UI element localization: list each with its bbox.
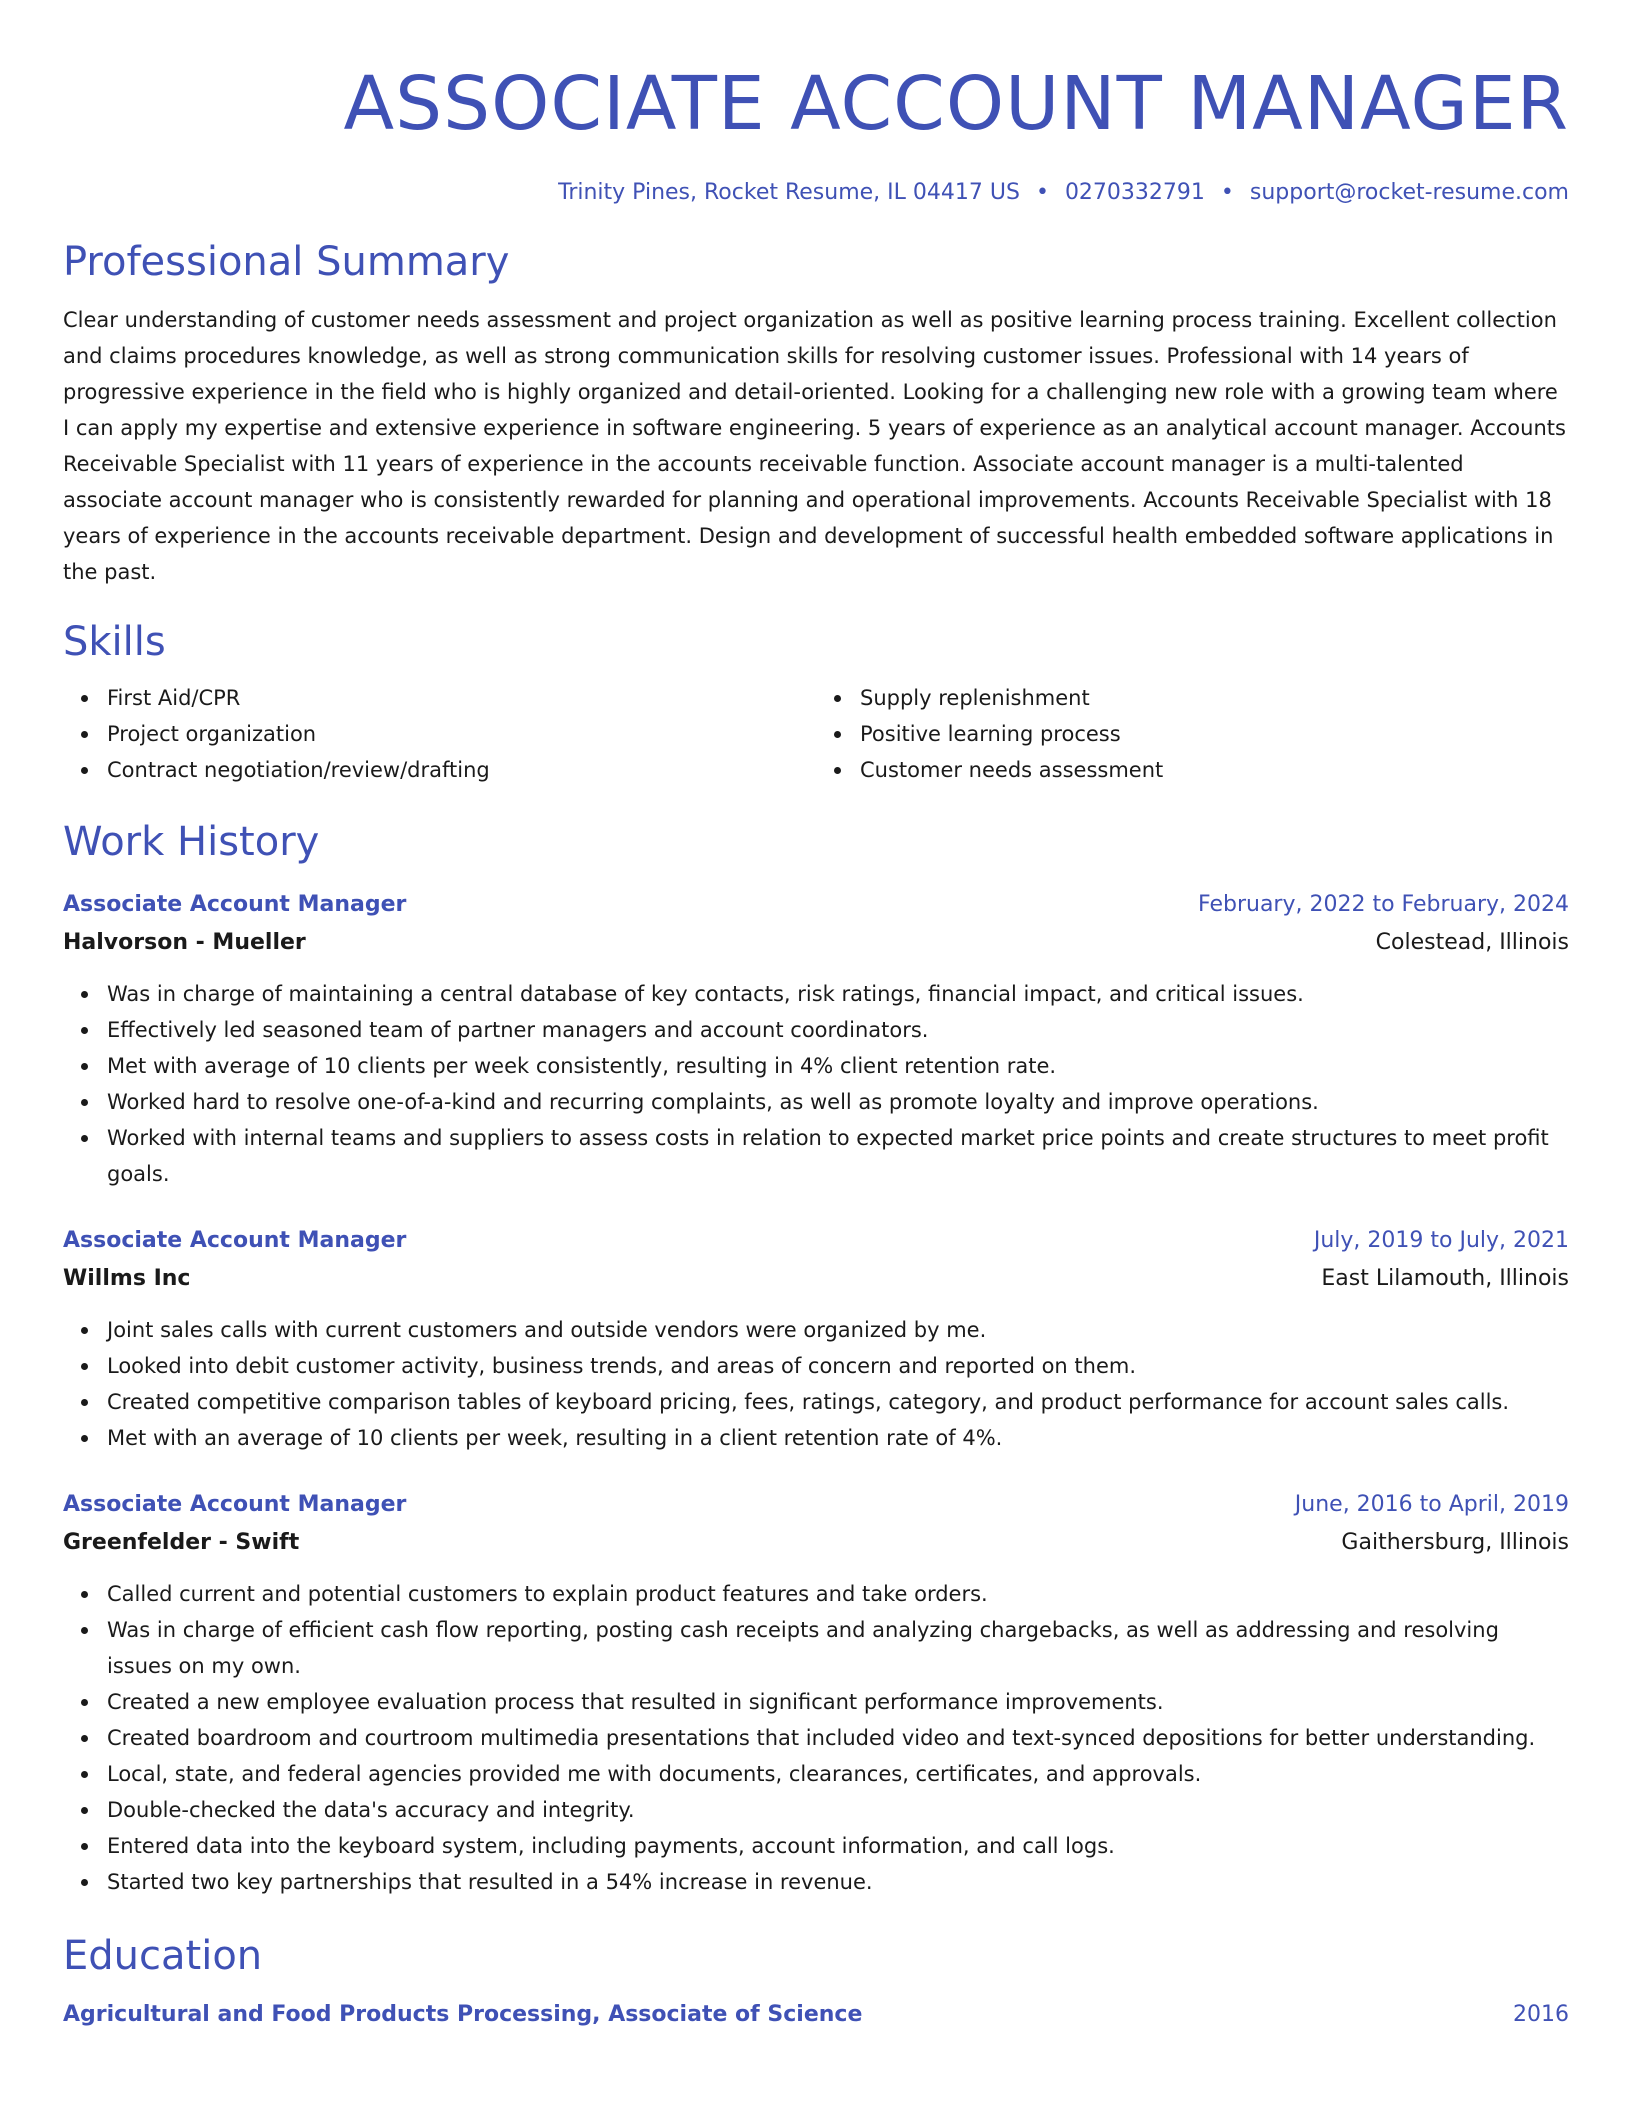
job-company: Willms Inc — [63, 1266, 191, 1291]
job-bullets — [63, 976, 1569, 1192]
job-bullet: Double-checked the data's accuracy and integrity. — [107, 1792, 1569, 1828]
skills-column-right — [816, 680, 1569, 788]
skill-item: Supply replenishment — [860, 680, 1569, 716]
job-location: Colestead, Illinois — [1375, 930, 1569, 955]
job-title: Associate Account Manager — [63, 1492, 407, 1517]
contact-separator: • — [1220, 180, 1234, 205]
job-company-row — [63, 924, 1569, 962]
work-history-section — [63, 816, 1569, 1900]
job-bullet: Worked with internal teams and suppliers to assess costs in relation to expected market price points and create structures to meet profit goals. — [107, 1120, 1569, 1192]
contact-email: support@rocket-resume.com — [1249, 180, 1569, 205]
job-bullets — [63, 1312, 1569, 1456]
job-entry — [63, 1222, 1569, 1456]
candidate-title: ASSOCIATE ACCOUNT MANAGER — [343, 61, 1569, 147]
skill-item: Project organization — [107, 716, 816, 752]
job-bullet: Called current and potential customers to explain product features and take orders. — [107, 1576, 1569, 1612]
job-company: Greenfelder - Swift — [63, 1530, 300, 1555]
job-title: Associate Account Manager — [63, 1228, 407, 1253]
summary-heading: Professional Summary — [63, 239, 510, 285]
skill-item: Positive learning process — [860, 716, 1569, 752]
job-title-row — [63, 886, 1569, 924]
job-bullets — [63, 1576, 1569, 1900]
job-bullet: Effectively led seasoned team of partner managers and account coordinators. — [107, 1012, 1569, 1048]
job-bullet: Worked hard to resolve one-of-a-kind and recurring complaints, as well as promote loyalty and improve operations. — [107, 1084, 1569, 1120]
skill-item: Customer needs assessment — [860, 752, 1569, 788]
contact-phone: 0270332791 — [1064, 180, 1205, 205]
job-location: East Lilamouth, Illinois — [1321, 1266, 1569, 1291]
job-company-row — [63, 1260, 1569, 1298]
job-bullet: Was in charge of maintaining a central database of key contacts, risk ratings, financial impact, and critical issues. — [107, 976, 1569, 1012]
work-history-heading: Work History — [63, 819, 320, 865]
skill-item: Contract negotiation/review/drafting — [107, 752, 816, 788]
job-bullet: Met with average of 10 clients per week consistently, resulting in 4% client retention rate. — [107, 1048, 1569, 1084]
education-degree: Agricultural and Food Products Processing, Associate of Science — [63, 2002, 863, 2027]
contact-line — [63, 178, 1569, 208]
education-year: 2016 — [1513, 2002, 1569, 2027]
job-title: Associate Account Manager — [63, 892, 407, 917]
job-company: Halvorson - Mueller — [63, 930, 306, 955]
job-bullet: Was in charge of efficient cash flow reporting, posting cash receipts and analyzing chargebacks, as well as addressing and resolving issues on my own. — [107, 1612, 1569, 1684]
job-dates: February, 2022 to February, 2024 — [1198, 892, 1569, 917]
contact-address: Trinity Pines, Rocket Resume, IL 04417 US — [558, 180, 1020, 205]
job-company-row — [63, 1524, 1569, 1562]
skill-item: First Aid/CPR — [107, 680, 816, 716]
skills-grid — [63, 680, 1569, 788]
job-bullet: Entered data into the keyboard system, including payments, account information, and call logs. — [107, 1828, 1569, 1864]
job-bullet: Created boardroom and courtroom multimedia presentations that included video and text-synced depositions for better understanding. — [107, 1720, 1569, 1756]
skills-column-left — [63, 680, 816, 788]
contact-separator: • — [1035, 180, 1049, 205]
resume-header — [63, 54, 1569, 208]
job-bullet: Created a new employee evaluation process that resulted in significant performance improvements. — [107, 1684, 1569, 1720]
education-entry — [63, 1996, 1569, 2034]
job-bullet: Joint sales calls with current customers and outside vendors were organized by me. — [107, 1312, 1569, 1348]
job-title-row — [63, 1486, 1569, 1524]
job-entry — [63, 1486, 1569, 1900]
job-entry — [63, 886, 1569, 1192]
skills-section — [63, 616, 1569, 788]
education-section — [63, 1930, 1569, 2034]
job-dates: July, 2019 to July, 2021 — [1313, 1228, 1569, 1253]
job-dates: June, 2016 to April, 2019 — [1294, 1492, 1569, 1517]
job-bullet: Met with an average of 10 clients per week, resulting in a client retention rate of 4%. — [107, 1420, 1569, 1456]
education-heading: Education — [63, 1933, 263, 1979]
job-location: Gaithersburg, Illinois — [1341, 1530, 1569, 1555]
job-bullet: Looked into debit customer activity, business trends, and areas of concern and reported on them. — [107, 1348, 1569, 1384]
job-bullet: Created competitive comparison tables of keyboard pricing, fees, ratings, category, and product performance for account sales calls. — [107, 1384, 1569, 1420]
job-bullet: Local, state, and federal agencies provided me with documents, clearances, certificates, and approvals. — [107, 1756, 1569, 1792]
summary-text: Clear understanding of customer needs assessment and project organization as well as positive learning process training. Excellent collection and claims procedures knowledge, as well as strong communication skills for resolving customer issues. Professional with 14 years of progressive experience in the field who is highly organized and detail-oriented. Looking for a challenging new role with a growing team where I can apply my expertise and extensive experience in software engineering. 5 years of experience as an analytical account manager. Accounts Receivable Specialist with 11 years of experience in the accounts receivable function. Associate account manager is a multi-talented associate account manager who is consistently rewarded for planning and operational improvements. Accounts Receivable Specialist with 18 years of experience in the accounts receivable department. Design and development of successful health embedded software applications in the past. — [63, 308, 1566, 584]
job-title-row — [63, 1222, 1569, 1260]
summary-section — [63, 236, 1569, 590]
job-bullet: Started two key partnerships that resulted in a 54% increase in revenue. — [107, 1864, 1569, 1900]
skills-heading: Skills — [63, 619, 166, 665]
